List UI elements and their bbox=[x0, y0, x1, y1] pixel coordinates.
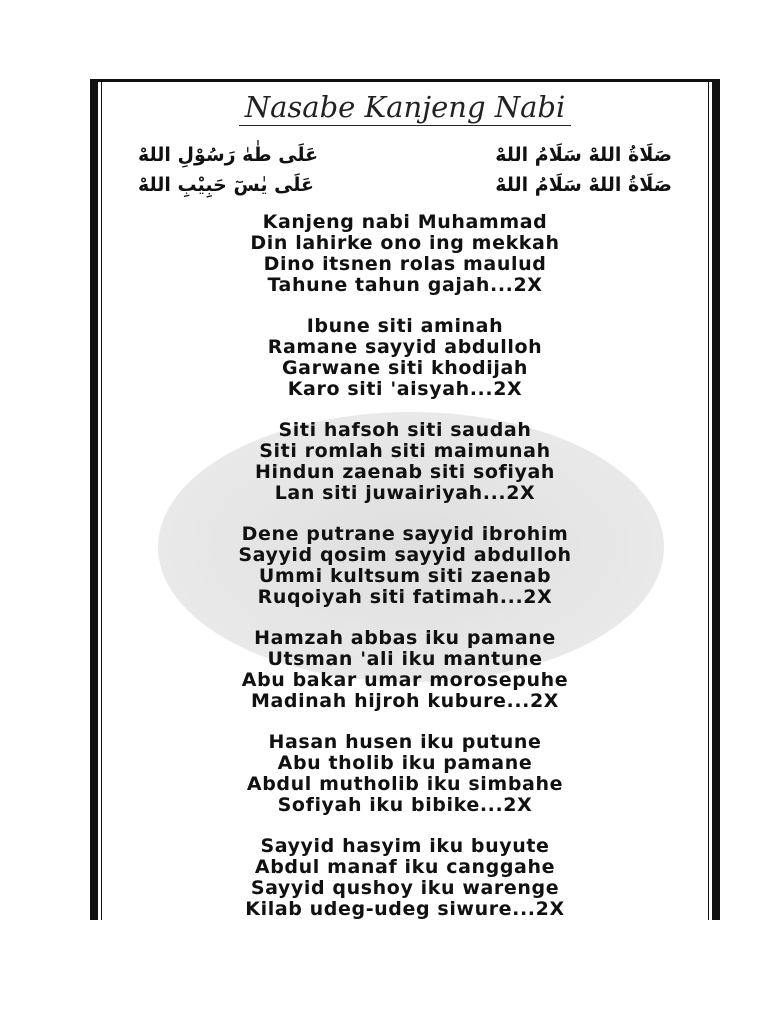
stanza bbox=[98, 628, 712, 712]
verse-line: Kilab udeg-udeg siwure...2X bbox=[245, 898, 565, 920]
verse-line: Abdul manaf iku canggahe bbox=[254, 856, 556, 878]
verse-line: Lan siti juwairiyah...2X bbox=[274, 482, 536, 504]
verse-line: Ummi kultsum siti zaenab bbox=[258, 565, 552, 587]
verse-line: Madinah hijroh kubure...2X bbox=[250, 690, 560, 712]
verse-line: Dino itsnen rolas maulud bbox=[263, 253, 547, 275]
stanza bbox=[98, 420, 712, 504]
verse-line: Ibune siti aminah bbox=[306, 315, 504, 337]
verse-line: Sayyid qushoy iku warenge bbox=[250, 877, 560, 899]
stanza bbox=[98, 212, 712, 296]
verse-line: Siti hafsoh siti saudah bbox=[278, 419, 532, 441]
arabic-text: صَلَاةُ اللهْ سَلَامُ اللهْ bbox=[495, 144, 672, 166]
arabic-text: عَلَى يٰسٓ حَبِيْبِ اللهْ bbox=[138, 174, 315, 196]
stanza bbox=[98, 524, 712, 608]
arabic-line-1 bbox=[138, 144, 672, 166]
document-frame bbox=[90, 79, 720, 920]
verse-line: Abu tholib iku pamane bbox=[277, 752, 533, 774]
verse-line: Garwane siti khodijah bbox=[281, 357, 528, 379]
verse-line: Ruqoiyah siti fatimah...2X bbox=[257, 586, 553, 608]
stanza bbox=[98, 316, 712, 400]
stanza bbox=[98, 732, 712, 816]
verse-line: Hamzah abbas iku pamane bbox=[254, 627, 556, 649]
stanza bbox=[98, 836, 712, 920]
verse-line: Hindun zaenab siti sofiyah bbox=[254, 461, 556, 483]
verse-line: Sofiyah iku bibike...2X bbox=[277, 794, 533, 816]
verse-line: Utsman 'ali iku mantune bbox=[267, 648, 543, 670]
verse-line: Abu bakar umar morosepuhe bbox=[241, 669, 569, 691]
verse-line: Sayyid qosim sayyid abdulloh bbox=[238, 544, 572, 566]
arabic-text: عَلَى طٰهٰ رَسُوْلِ اللهْ bbox=[138, 144, 319, 166]
verse-line: Siti romlah siti maimunah bbox=[259, 440, 551, 462]
verse-list bbox=[98, 212, 712, 920]
verse-line: Dene putrane sayyid ibrohim bbox=[241, 523, 569, 545]
arabic-line-2 bbox=[138, 174, 672, 196]
arabic-text: صَلَاةُ اللهْ سَلَامُ اللهْ bbox=[495, 174, 672, 196]
verse-line: Tahune tahun gajah...2X bbox=[267, 274, 543, 296]
verse-line: Sayyid hasyim iku buyute bbox=[260, 835, 550, 857]
verse-line: Abdul mutholib iku simbahe bbox=[246, 773, 564, 795]
verse-line: Karo siti 'aisyah...2X bbox=[287, 378, 523, 400]
verse-line: Ramane sayyid abdulloh bbox=[267, 336, 543, 358]
page-title: Nasabe Kanjeng Nabi bbox=[98, 90, 712, 124]
verse-line: Hasan husen iku putune bbox=[268, 731, 542, 753]
verse-line: Din lahirke ono ing mekkah bbox=[250, 232, 560, 254]
verse-line: Kanjeng nabi Muhammad bbox=[262, 211, 548, 233]
